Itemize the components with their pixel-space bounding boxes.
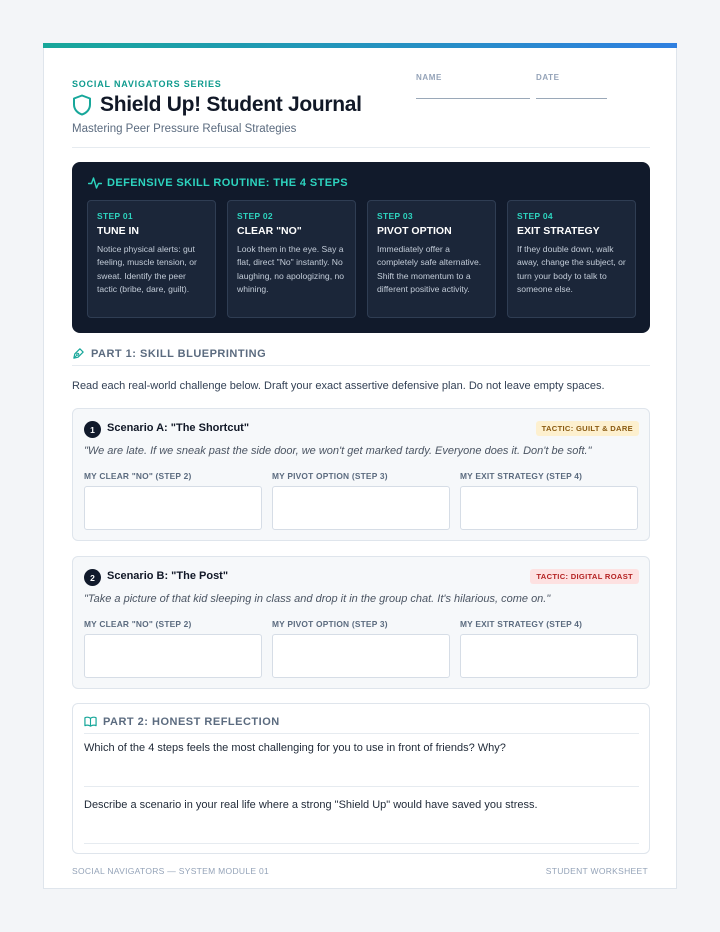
pivot-option-label: MY PIVOT OPTION (STEP 3)	[272, 471, 388, 481]
step-card	[87, 200, 216, 318]
part2-header	[84, 715, 280, 728]
pivot-option-answer-box[interactable]	[272, 486, 450, 530]
series-label: SOCIAL NAVIGATORS SERIES	[72, 79, 222, 89]
name-line[interactable]	[416, 98, 530, 99]
exit-strategy-label: MY EXIT STRATEGY (STEP 4)	[460, 471, 583, 481]
routine-title: DEFENSIVE SKILL ROUTINE: THE 4 STEPS	[107, 177, 348, 189]
date-line[interactable]	[536, 98, 607, 99]
step-card	[227, 200, 356, 318]
footer-worksheet: STUDENT WORKSHEET	[545, 866, 648, 876]
tactic-badge: TACTIC: DIGITAL ROAST	[530, 569, 639, 584]
page-title: Shield Up! Student Journal	[100, 93, 362, 116]
step-description: If they double down, walk away, change the subject, or turn your body to talk to someone else.	[517, 244, 626, 295]
scenario-quote: "Take a picture of that kid sleeping in class and drop it in the group chat. It's hilarious, come on."	[84, 593, 551, 605]
date-label: DATE	[536, 73, 560, 82]
clear-no-label: MY CLEAR "NO" (STEP 2)	[84, 619, 192, 629]
shield-icon	[72, 94, 92, 116]
scenario-title: Scenario A: "The Shortcut"	[107, 422, 250, 434]
scenario-number-badge: 2	[84, 569, 101, 586]
name-field[interactable]	[416, 73, 530, 99]
worksheet-page	[43, 43, 677, 889]
step-description: Immediately offer a completely safe alternative. Shift the momentum to a different positive activity.	[377, 244, 482, 295]
step-name: PIVOT OPTION	[377, 225, 452, 237]
part1-title: PART 1: SKILL BLUEPRINTING	[91, 347, 267, 360]
footer-module: SOCIAL NAVIGATORS — SYSTEM MODULE 01	[72, 866, 270, 876]
pivot-option-answer-box[interactable]	[272, 634, 450, 678]
routine-header	[88, 176, 348, 190]
title-row	[72, 93, 362, 117]
step-description: Look them in the eye. Say a flat, direct "No" instantly. No laughing, no apologizing, no whining.	[237, 244, 345, 295]
part1-divider	[72, 365, 650, 366]
answer-line[interactable]	[84, 843, 639, 844]
step-name: TUNE IN	[97, 225, 139, 237]
clear-no-answer-box[interactable]	[84, 486, 262, 530]
activity-icon	[88, 176, 102, 190]
reflection-question: Describe a scenario in your real life where a strong "Shield Up" would have saved you stress.	[84, 799, 538, 811]
part2-divider	[84, 733, 639, 734]
step-card	[507, 200, 636, 318]
step-number: STEP 03	[377, 211, 413, 221]
step-number: STEP 02	[237, 211, 273, 221]
exit-strategy-answer-box[interactable]	[460, 486, 638, 530]
step-name: EXIT STRATEGY	[517, 225, 600, 237]
page-subtitle: Mastering Peer Pressure Refusal Strategies	[72, 123, 297, 135]
steps-row	[87, 200, 636, 318]
book-open-icon	[84, 715, 97, 728]
step-card	[367, 200, 496, 318]
step-number: STEP 04	[517, 211, 553, 221]
clear-no-label: MY CLEAR "NO" (STEP 2)	[84, 471, 192, 481]
reflection-question: Which of the 4 steps feels the most challenging for you to use in front of friends? Why?	[84, 742, 506, 754]
exit-strategy-answer-box[interactable]	[460, 634, 638, 678]
date-field[interactable]	[536, 73, 607, 99]
pen-tool-icon	[72, 347, 85, 360]
answer-line[interactable]	[84, 786, 639, 787]
accent-bar	[43, 43, 677, 48]
skill-routine-panel	[72, 162, 650, 333]
scenario-card-a	[72, 408, 650, 541]
clear-no-answer-box[interactable]	[84, 634, 262, 678]
scenario-title: Scenario B: "The Post"	[107, 570, 229, 582]
part1-header	[72, 347, 266, 360]
header-divider	[72, 147, 650, 148]
scenario-card-b	[72, 556, 650, 689]
step-description: Notice physical alerts: gut feeling, muscle tension, or sweat. Identify the peer tactic (bribe, dare, guilt).	[97, 244, 197, 295]
exit-strategy-label: MY EXIT STRATEGY (STEP 4)	[460, 619, 583, 629]
pivot-option-label: MY PIVOT OPTION (STEP 3)	[272, 619, 388, 629]
part2-title: PART 2: HONEST REFLECTION	[103, 715, 280, 728]
reflection-card	[72, 703, 650, 854]
part1-instructions: Read each real-world challenge below. Draft your exact assertive defensive plan. Do not leave empty spaces.	[72, 380, 605, 392]
step-name: CLEAR "NO"	[237, 225, 302, 237]
name-label: NAME	[416, 73, 442, 82]
scenario-number-badge: 1	[84, 421, 101, 438]
step-number: STEP 01	[97, 211, 133, 221]
scenario-quote: "We are late. If we sneak past the side door, we won't get marked tardy. Everyone does it. Don't be soft."	[84, 445, 592, 457]
tactic-badge: TACTIC: GUILT & DARE	[536, 421, 639, 436]
